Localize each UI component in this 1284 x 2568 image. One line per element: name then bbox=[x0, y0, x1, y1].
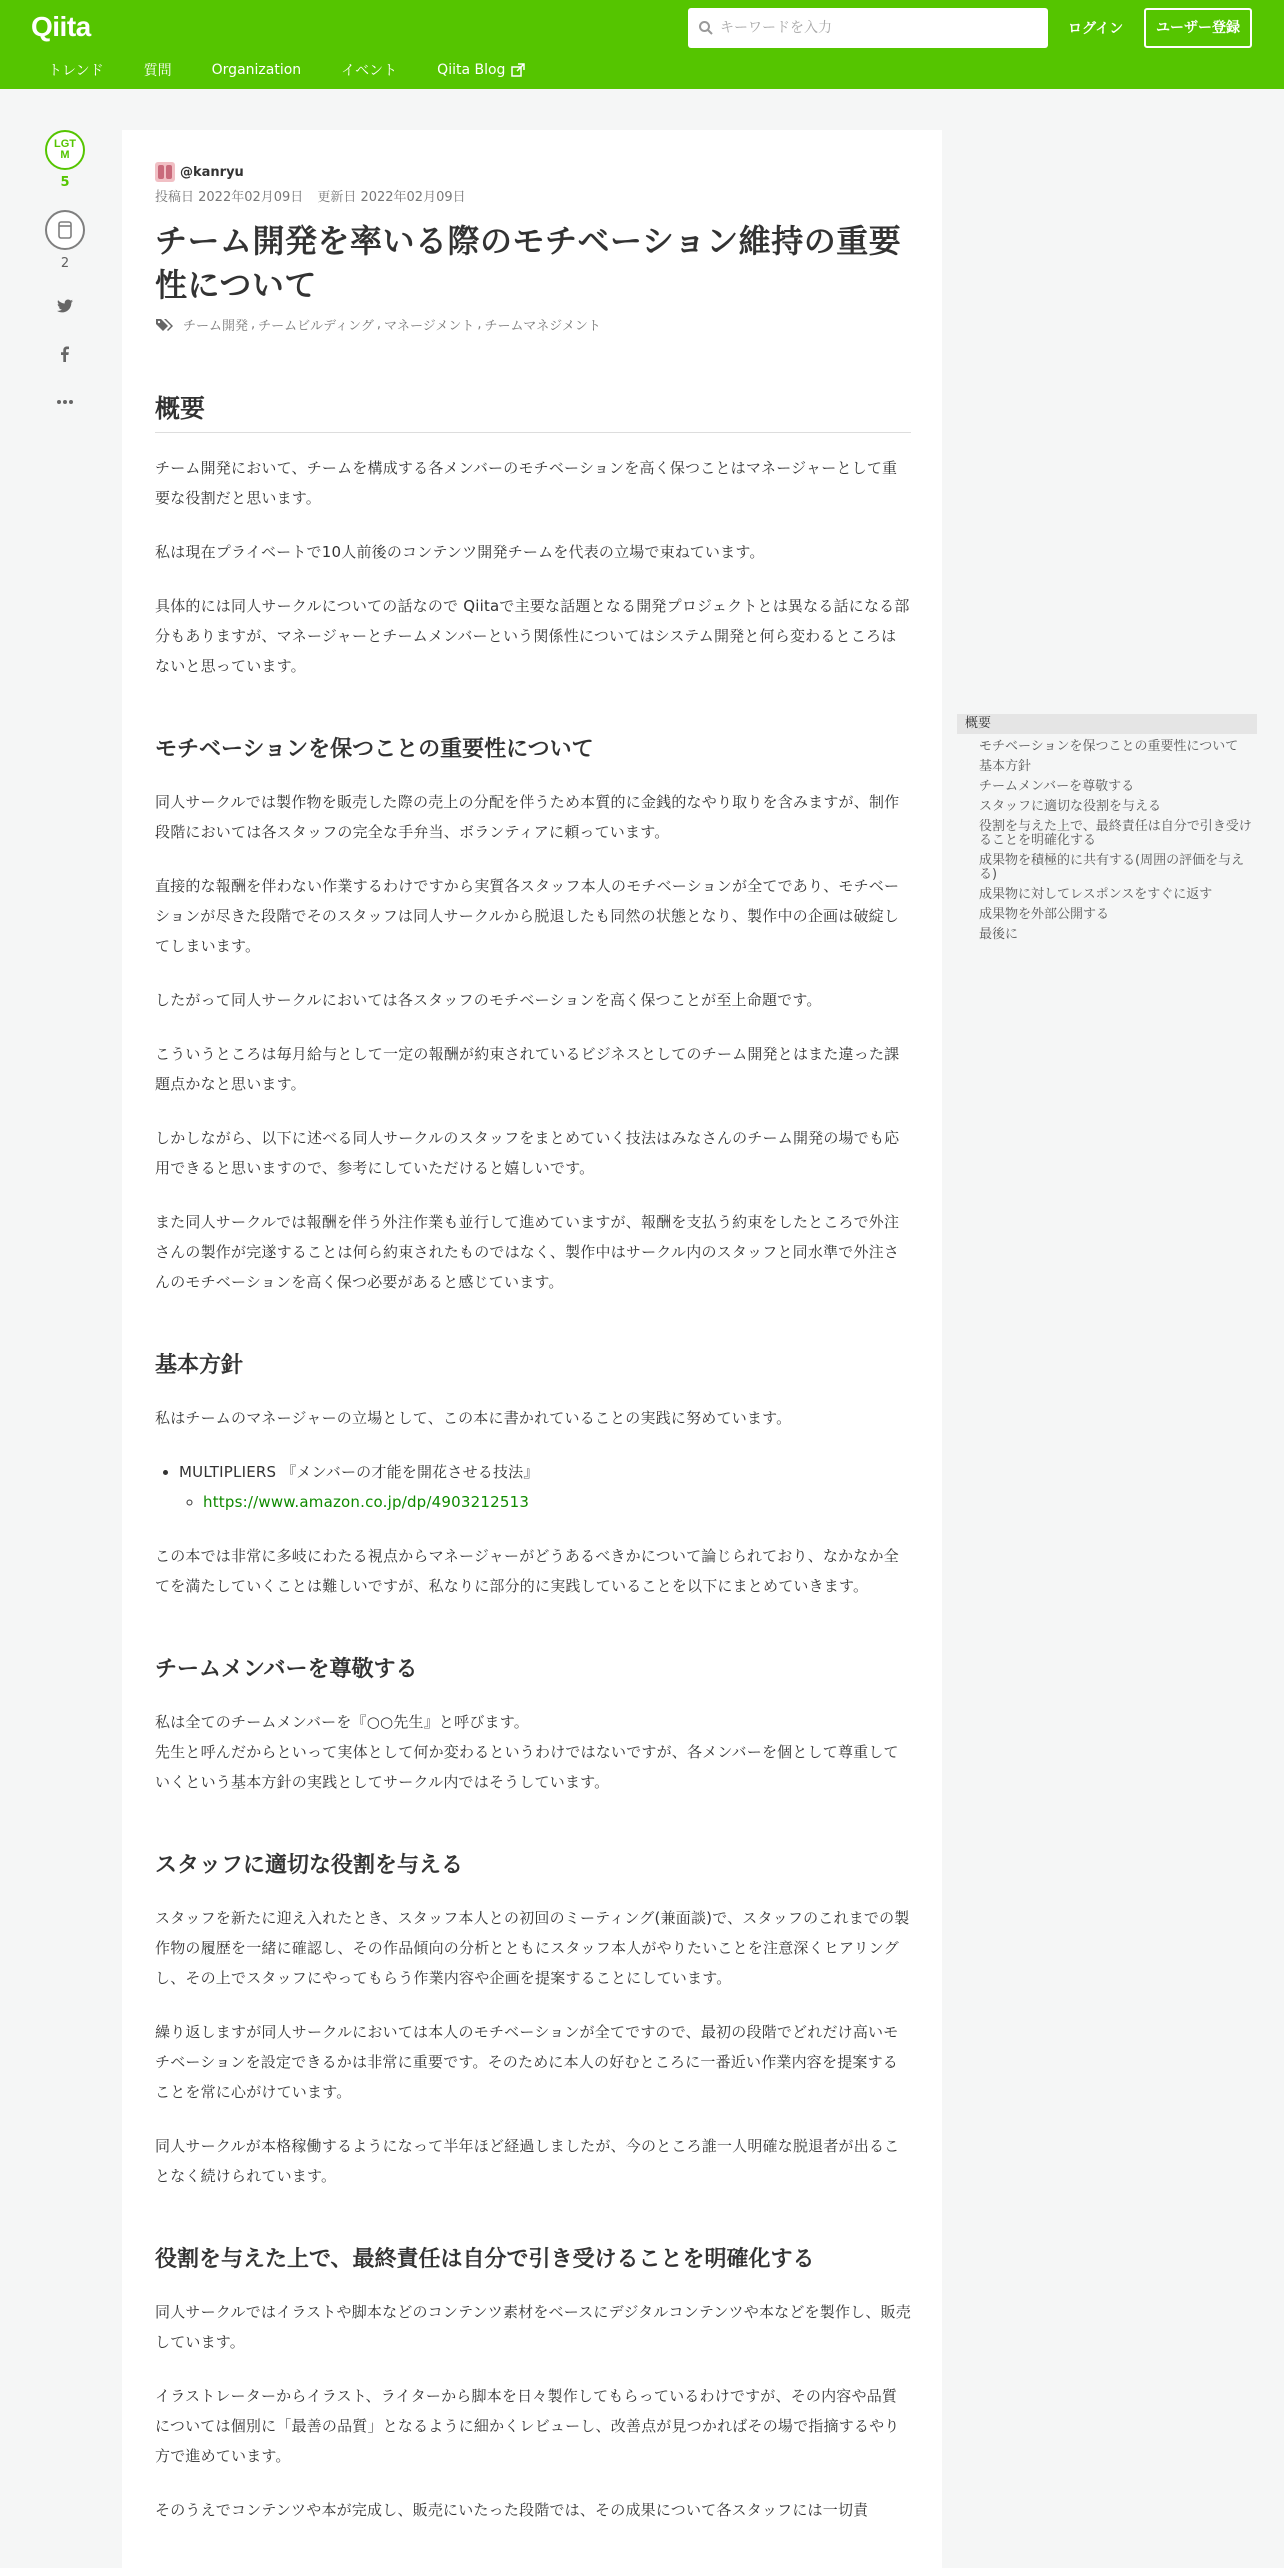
author-name[interactable]: @kanryu bbox=[180, 164, 244, 180]
paragraph: スタッフを新たに迎え入れたとき、スタッフ本人との初回のミーティング(兼面談)で、スタッフのこれまでの製作物の履歴を一緒に確認し、その作品傾向の分析とともにスタッフ本人がやりたいことを注意深くヒアリングし、その上でスタッフにやってもらう作業内容や企画を提案することにしています。 bbox=[155, 1909, 910, 1987]
stock-count: 2 bbox=[60, 256, 70, 271]
toc-item[interactable]: チームメンバーを尊敬する bbox=[979, 779, 1135, 794]
paragraph: イラストレーターからイラスト、ライターから脚本を日々製作してもらっているわけですが、その内容や品質については個別に「最善の品質」となるように細かくレビューし、改善点が見つかればその場で指摘するやり方で進めています。 bbox=[155, 2387, 900, 2465]
toc-item[interactable]: 成果物を外部公開する bbox=[979, 907, 1110, 922]
toc-item[interactable]: 役割を与えた上で、最終責任は自分で引き受けることを明確化する bbox=[979, 819, 1252, 848]
paragraph: 同人サークルでは製作物を販売した際の売上の分配を伴うため本質的に金銭的なやり取りを含みますが、制作段階においては各スタッフの完全な手弁当、ボランティアに頼っています。 bbox=[155, 793, 900, 841]
login-link[interactable]: ログイン bbox=[1068, 21, 1124, 37]
paragraph: 繰り返しますが同人サークルにおいては本人のモチベーションが全てですので、最初の段階でどれだけ高いモチベーションを設定できるかは非常に重要です。そのために本人の好むところに一番近い作業内容を提案することを常に心がけています。 bbox=[155, 2023, 899, 2101]
nav-label: Organization bbox=[211, 62, 302, 78]
search-input[interactable] bbox=[720, 8, 1040, 48]
paragraph: そのうえでコンテンツや本が完成し、販売にいたった段階では、その成果について各スタッフには一切責 bbox=[155, 2501, 869, 2519]
tag[interactable]: チームマネジメント bbox=[484, 319, 601, 334]
article-title: チーム開発を率いる際のモチベーション維持の重要性について bbox=[155, 222, 902, 304]
paragraph: こういうところは毎月給与として一定の報酬が約束されているビジネスとしてのチーム開発とはまた違った課題点かなと思います。 bbox=[155, 1045, 900, 1093]
paragraph bbox=[155, 1707, 911, 1797]
paragraph: 私はチームのマネージャーの立場として、この本に書かれていることの実践に努めています。 bbox=[155, 1409, 792, 1427]
table-of-contents bbox=[957, 714, 1257, 942]
paragraph: 私は現在プライベートで10人前後のコンテンツ開発チームを代表の立場で束ねています。 bbox=[155, 543, 765, 561]
posted-date: 投稿日 2022年02月09日 bbox=[155, 190, 304, 205]
qiita-logo[interactable]: Qiita bbox=[31, 11, 91, 42]
paragraph: チーム開発において、チームを構成する各メンバーのモチベーションを高く保つことはマネージャーとして重要な役割だと思います。 bbox=[155, 459, 898, 507]
signup-button[interactable]: ユーザー登録 bbox=[1144, 8, 1252, 48]
search-box[interactable] bbox=[688, 8, 1048, 48]
section-heading: 概要 bbox=[155, 392, 911, 433]
section-heading: 基本方針 bbox=[155, 1353, 244, 1378]
search-icon bbox=[698, 20, 714, 36]
toc-item[interactable]: 成果物に対してレスポンスをすぐに返す bbox=[979, 887, 1213, 902]
section-heading: モチベーションを保つことの重要性について bbox=[155, 737, 594, 762]
stock-icon bbox=[47, 212, 83, 248]
more-options-icon[interactable] bbox=[55, 392, 75, 412]
tag[interactable]: マネージメント bbox=[384, 319, 475, 334]
paragraph: しかしながら、以下に述べる同人サークルのスタッフをまとめていく技法はみなさんのチーム開発の場でも応用できると思いますので、参考にしていただけると嬉しいです。 bbox=[155, 1129, 900, 1177]
toc-item[interactable]: スタッフに適切な役割を与える bbox=[979, 799, 1162, 814]
tags-icon bbox=[155, 317, 175, 333]
updated-date: 更新日 2022年02月09日 bbox=[317, 190, 466, 205]
nav-qiita-blog[interactable] bbox=[437, 58, 525, 82]
tag[interactable]: チーム開発 bbox=[183, 319, 249, 334]
article-dates bbox=[155, 186, 911, 205]
stock-button[interactable] bbox=[45, 210, 85, 250]
toc-item[interactable]: モチベーションを保つことの重要性について bbox=[979, 739, 1239, 754]
lgtm-count: 5 bbox=[60, 175, 70, 190]
nav-label: イベント bbox=[341, 63, 398, 79]
paragraph-line: 先生と呼んだからといって実体として何か変わるというわけではないですが、各メンバーを個として尊重していくという基本方針の実践としてサークル内ではそうしています。 bbox=[155, 1743, 899, 1791]
paragraph-line: 私は全てのチームメンバーを『○○先生』と呼びます。 bbox=[155, 1713, 529, 1731]
toc-item[interactable]: 概要 bbox=[957, 714, 1257, 734]
list-item bbox=[203, 1487, 911, 1517]
nav-trend[interactable] bbox=[48, 58, 104, 82]
lgtm-button[interactable] bbox=[45, 130, 85, 170]
paragraph: また同人サークルでは報酬を伴う外注作業も並行して進めていますが、報酬を支払う約束をしたところで外注さんの製作が完遂することは何ら約束されたものではなく、製作中はサークル内のスタッフと同水準で外注さんのモチベーションを高く保つ必要があると感じています。 bbox=[155, 1213, 900, 1291]
facebook-icon[interactable] bbox=[55, 344, 75, 364]
article bbox=[122, 130, 942, 2568]
toc-item[interactable]: 基本方針 bbox=[979, 759, 1032, 774]
paragraph: 同人サークルではイラストや脚本などのコンテンツ素材をベースにデジタルコンテンツや本などを製作し、販売しています。 bbox=[155, 2303, 911, 2351]
paragraph: 具体的には同人サークルについての話なので Qiitaで主要な話題となる開発プロジェクトとは異なる話になる部分もありますが、マネージャーとチームメンバーという関係性についてはシステム開発と何ら変わるところはないと思っています。 bbox=[155, 597, 910, 675]
book-list bbox=[155, 1457, 911, 1517]
nav-questions[interactable] bbox=[144, 58, 172, 82]
book-title: MULTIPLIERS 『メンバーの才能を開花させる技法』 bbox=[179, 1463, 539, 1481]
twitter-icon[interactable] bbox=[55, 296, 75, 316]
nav-events[interactable] bbox=[341, 58, 397, 82]
book-link[interactable]: https://www.amazon.co.jp/dp/4903212513 bbox=[203, 1493, 530, 1511]
avatar[interactable] bbox=[155, 162, 175, 182]
list-item bbox=[179, 1457, 911, 1517]
paragraph: したがって同人サークルにおいては各スタッフのモチベーションを高く保つことが至上命題です。 bbox=[155, 991, 822, 1009]
nav-label: Qiita Blog bbox=[437, 62, 506, 78]
nav-label: トレンド bbox=[48, 63, 104, 79]
toc-item[interactable]: 最後に bbox=[979, 927, 1019, 942]
paragraph: 直接的な報酬を伴わない作業するわけですから実質各スタッフ本人のモチベーションが全てであり、モチベーションが尽きた段階でそのスタッフは同人サークルから脱退したも同然の状態となり、製作中の企画は破綻してしまいます。 bbox=[155, 877, 900, 955]
toc-item[interactable]: 成果物を積極的に共有する(周囲の評価を与える) bbox=[979, 853, 1245, 882]
article-body bbox=[155, 392, 911, 2525]
paragraph: 同人サークルが本格稼働するようになって半年ほど経過しましたが、今のところ誰一人明確な脱退者が出ることなく続けられています。 bbox=[155, 2137, 900, 2185]
section-heading: 役割を与えた上で、最終責任は自分で引き受けることを明確化する bbox=[155, 2247, 815, 2272]
paragraph: この本では非常に多岐にわたる視点からマネージャーがどうあるべきかについて論じられており、なかなか全てを満たしていくことは難しいですが、私なりに部分的に実践していることを以下にまとめていきます。 bbox=[155, 1547, 899, 1595]
global-nav bbox=[48, 58, 565, 82]
nav-organization[interactable] bbox=[212, 58, 302, 82]
external-link-icon bbox=[511, 63, 525, 77]
author-row bbox=[155, 162, 911, 182]
site-header bbox=[0, 0, 1284, 89]
tag[interactable]: チームビルディング bbox=[258, 319, 374, 334]
lgtm-label: LGTM bbox=[54, 138, 76, 161]
nav-label: 質問 bbox=[143, 63, 172, 79]
tag-list: チーム開発 , チームビルディング , マネージメント , チームマネジメント bbox=[155, 315, 911, 334]
section-heading: スタッフに適切な役割を与える bbox=[155, 1853, 464, 1878]
section-heading: チームメンバーを尊敬する bbox=[155, 1657, 418, 1682]
